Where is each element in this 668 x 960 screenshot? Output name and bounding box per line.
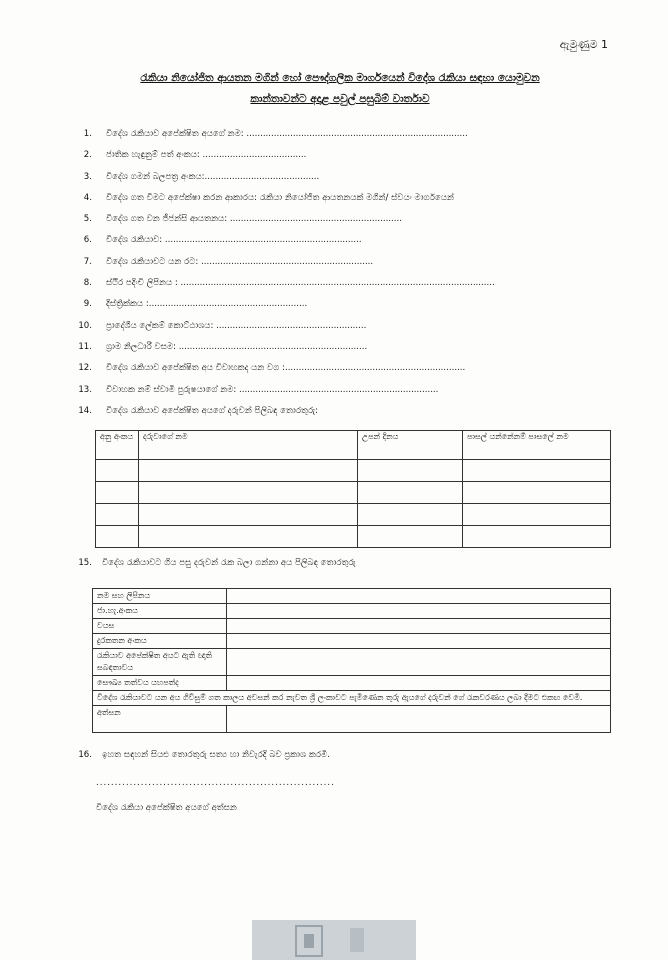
form-item-9 [70,294,630,315]
item-text[interactable]: විදේශ ගත වන ජීජන්සි ආයතනය: ............................................................... [106,214,402,225]
table-row [93,649,611,676]
item-number: 6. [83,235,92,246]
table-row [96,504,611,526]
item-number: 7. [83,256,92,267]
form-item-13 [70,380,630,401]
table-cell[interactable] [96,460,139,482]
form-item-2 [70,145,630,166]
item-text[interactable]: ස්ථිර පදිංචි ලිපිනය : ................................................................................................................... [106,278,495,289]
item-text[interactable]: දිස්ත්‍රික්කය :.......................................................... [106,299,308,310]
scan-stamp [252,920,416,960]
item-text: විදේශ රැකියාවට ගිය පසු දරුවන් රැක බලා ගන්නා අය පිලිබඳ තොරතුරු [102,558,356,568]
table-cell[interactable] [227,619,611,634]
item-number: 8. [83,278,92,289]
guardian-table [92,588,611,733]
form-item-4 [70,188,630,209]
form-item-5 [70,209,630,230]
table-cell[interactable] [463,504,611,526]
item-number: 13. [78,384,92,395]
table-row [93,676,611,691]
item-number: 4. [83,192,92,203]
table-row [96,526,611,548]
item-text: ඉහත සඳහන් සියළු තොරතුරු සත්‍ය හා නිවැරදි බව ප්‍රකාශ කරමි. [102,750,330,760]
table-cell[interactable] [358,460,463,482]
table-row [96,482,611,504]
form-item-12 [70,358,630,379]
form-item-14 [70,401,630,422]
item-number: 1. [83,129,92,139]
form-item-10 [70,316,630,337]
children-table [95,430,611,548]
table-row [93,619,611,634]
item-text[interactable]: විදේශ රැකියාවට යන රට: ............................................................... [106,256,374,267]
table-row [93,634,611,649]
row-label: රැකියාව අපේක්ෂිත අයට ඇති ඥාති සබඳතාවය [93,649,227,676]
item-text[interactable]: විදේශ රැකියාව අපේක්ෂිත අයගේ නම: ................................................................................. [106,129,468,139]
table-cell[interactable] [227,649,611,676]
row-label: දුරකතන අංකය [93,634,227,649]
form-item-16 [70,750,330,760]
row-label: නම සහ ලිපිනය [93,589,227,604]
table-cell[interactable] [358,526,463,548]
item-text[interactable]: විදේශ ගත වීමට අපේක්ෂා කරන ආකාරය: රැකියා නියෝජිත ආයතනයක් මගින්/ ස්වයං මාර්ගයෙන් [106,192,454,203]
form-item-15 [70,558,356,568]
signature-label: විදේශ රැකියා අපේක්ෂිත අයගේ අත්සන [96,803,237,813]
item-text[interactable]: ප්‍රාදේශීය ලේකම් කොට්ඨාශය: ....................................................... [106,320,367,331]
signature-line[interactable]: ................................................................ [96,778,335,788]
signature-cell[interactable] [227,706,611,733]
item-text[interactable]: විදේශ ගමන් බලපත්‍ර අංකය:.......................................... [106,171,320,182]
header-dob: උපන් දිනය [358,431,463,460]
form-items [70,124,630,422]
item-number: 15. [78,558,92,568]
row-label: සෞඛ්‍ය තත්වය යහපත්ද [93,676,227,691]
item-number: 12. [78,363,92,374]
annex-label: ඇමුණුම 1 [559,38,608,51]
table-row [93,706,611,733]
title-line-1: රැකියා නියෝජිත ආයතන මගින් හෝ පෞද්ගලික මාර්ගයෙන් විදේශ රැකියා සඳහා යොමුවන [140,72,540,84]
table-cell[interactable] [463,460,611,482]
table-cell[interactable] [358,482,463,504]
table-header-row [96,431,611,460]
item-text[interactable]: ග්‍රාම නිලධාරී වසම: ..................................................................... [106,341,368,352]
item-number: 14. [78,405,92,416]
table-cell[interactable] [139,482,358,504]
form-item-3 [70,167,630,188]
title-line-2: කාන්තාවන්ට අදාළ පවුල් පසුබිම් වාර්තාව [250,93,430,105]
table-cell[interactable] [96,526,139,548]
table-cell[interactable] [139,504,358,526]
table-row [93,589,611,604]
form-item-7 [70,252,630,273]
table-cell[interactable] [139,460,358,482]
form-item-11 [70,337,630,358]
consent-statement: විදේශ රැකියාවට යන අය ගිවිසුම් ගත කාලය අවසන් කර නැවත ශ්‍රී ලංකාවට පැමිණෙන තුරු ඇයගේ දරුවන් ගේ රැකවරණය ලබා දීමට එකඟ වෙමි. [93,691,611,706]
item-number: 16. [78,750,92,760]
item-number: 2. [83,150,92,161]
header-school: පාසල් යන්නේනම් පාසලේ නම [463,431,611,460]
item-text[interactable]: විදේශ රැකියාව අපේක්ෂිත අය විවාහකද යන වග :.................................................................. [106,363,466,374]
item-number: 5. [83,214,92,225]
header-serial: අනු අංකය [96,431,139,460]
item-text[interactable]: විවාහක නම් ස්වාමී පුරුෂයාගේ නම: ......................................................................... [106,384,439,395]
table-cell[interactable] [139,526,358,548]
item-text: විදේශ රැකියාව අපේක්ෂිත අයගේ දරුවන් පිලිබඳ තොරතුරු: [106,405,319,416]
table-cell[interactable] [463,526,611,548]
item-text[interactable]: ජාතික හැඳුනුම් පත් අංකය: ...................................... [106,150,307,161]
header-child-name: දරුවාගේ නම [139,431,358,460]
table-cell[interactable] [227,676,611,691]
table-row [93,604,611,619]
table-row [96,460,611,482]
table-cell[interactable] [227,634,611,649]
item-text[interactable]: විදේශ රැකියාව: ........................................................................ [106,235,362,246]
form-item-1 [70,124,630,145]
item-number: 11. [78,341,92,352]
table-cell[interactable] [96,504,139,526]
item-number: 3. [83,171,92,182]
form-item-6 [70,230,630,251]
table-cell[interactable] [463,482,611,504]
row-label: වයස [93,619,227,634]
form-item-8 [70,273,630,294]
item-number: 9. [83,299,92,310]
document-title [60,68,620,110]
row-label: අත්සන [93,706,227,733]
row-label: ජා.හැ.අංකය [93,604,227,619]
table-row [93,691,611,706]
table-cell[interactable] [227,604,611,619]
table-cell[interactable] [227,589,611,604]
stamp-mark-icon [252,920,416,960]
table-cell[interactable] [96,482,139,504]
table-cell[interactable] [358,504,463,526]
item-number: 10. [78,320,92,331]
